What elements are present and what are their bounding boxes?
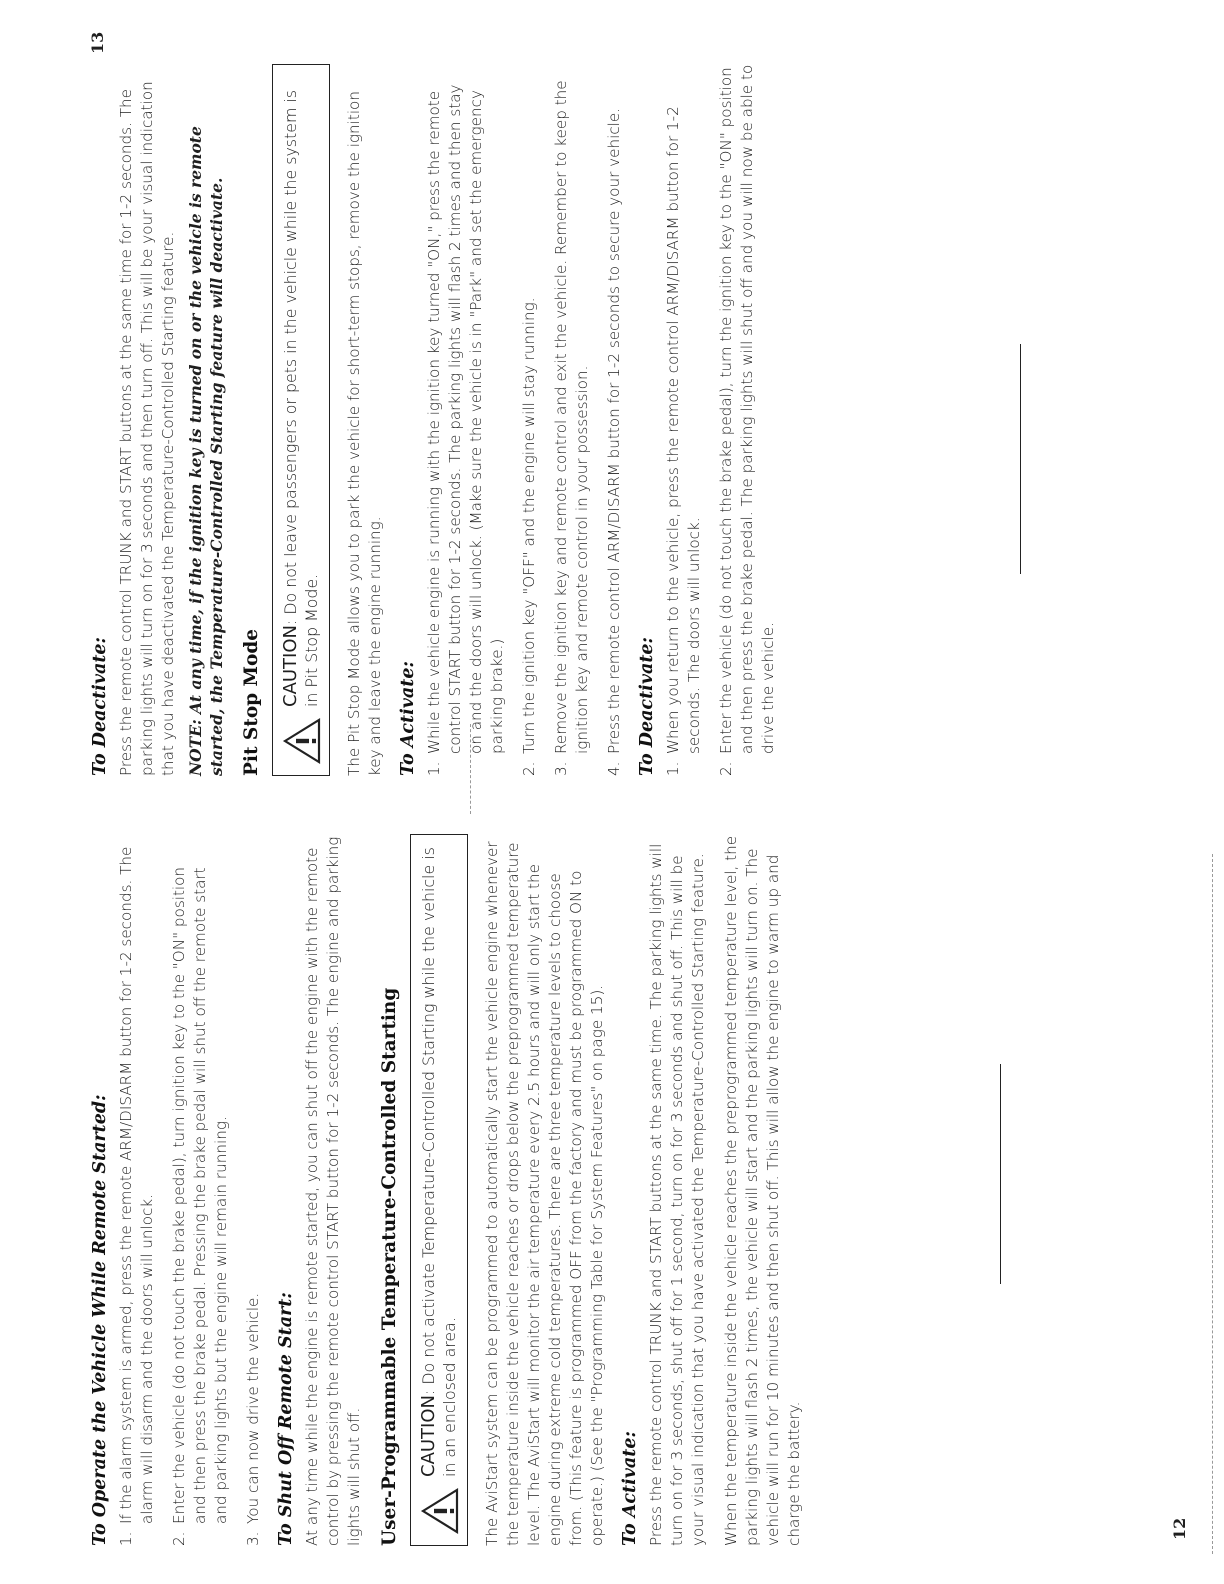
list-item [243, 834, 264, 1546]
deactivate-heading: To Deactivate: [90, 636, 110, 776]
shutoff-text: At any time while the engine is remote started, you can shut off the engine with the remote control by pressing the remote control START button for 1-2 seconds. The engine and parking lights will shut off. [303, 836, 363, 1546]
deactivate-text: Press the remote control TRUNK and START buttons at the same time for 1-2 seconds. The parking lights will turn on for 3 seconds and then turn off. This will be your visual indication that you have deactivated the Temperature-Controlled Starting feature. [117, 81, 177, 776]
warning-triangle-icon [420, 1487, 460, 1535]
caution-body: : Do not activate Temperature-Controlled Starting while the vehicle is in an enclosed area. [419, 847, 459, 1477]
note-text: NOTE: At any time, if the ignition key is turned on or the vehicle is remote started, the Temperature-Controlled Starting feature will deactivate. [186, 126, 226, 776]
caution-box [410, 834, 468, 1546]
step-number: 1. [425, 761, 443, 776]
list-item [604, 64, 625, 776]
activate-paragraph-2: When the temperature inside the vehicle reaches the preprogrammed temperature level, the parking lights will flash 2 times, the vehicle will start and the parking lights will turn on. The vehicle will run for 10 minutes and then shut off. This will allow the engine to warm up and charge the battery. [722, 835, 803, 1546]
step-number: 2. [170, 1531, 188, 1546]
scan-artifact [1212, 854, 1214, 1554]
page-12 [78, 834, 817, 1546]
section-heading: User-Programmable Temperature-Controlled Starting [379, 987, 400, 1546]
pit-stop-intro: The Pit Stop Mode allows you to park the vehicle for short-term stops, remove the ignition key and leave the engine running. [345, 91, 384, 776]
page-13 [78, 64, 790, 776]
step-number: 4. [605, 761, 623, 776]
activate-steps [424, 64, 625, 776]
pit-stop-heading: Pit Stop Mode [241, 628, 262, 776]
divider-rule [1000, 1064, 1001, 1284]
activate-heading: To Activate: [620, 1431, 640, 1546]
operate-steps [116, 834, 264, 1546]
list-item [551, 64, 593, 776]
step-number: 3. [244, 1531, 262, 1546]
step-number: 1. [664, 761, 682, 776]
list-item [716, 64, 779, 776]
activate-heading: To Activate: [398, 661, 418, 776]
step-text: You can now drive the vehicle. [244, 1292, 262, 1524]
list-item [519, 64, 540, 776]
step-number: 1. [117, 1531, 135, 1546]
step-number: 2. [717, 761, 735, 776]
caution-box [272, 64, 330, 776]
deactivate-steps [663, 64, 779, 776]
step-number: 3. [552, 761, 570, 776]
operate-heading: To Operate the Vehicle While Remote Started: [90, 1094, 110, 1546]
deactivate-heading-2: To Deactivate: [637, 636, 657, 776]
caution-body: : Do not leave passengers or pets in the vehicle while the system is in Pit Stop Mode. [281, 90, 321, 707]
activate-paragraph-1: Press the remote control TRUNK and START buttons at the same time. The parking lights will turn on for 3 seconds, shut off for 1 second, turn on for 3 seconds and shut off. This will be your visual indication that you have activated the Temperature-Controlled Starting feature. [647, 843, 707, 1546]
step-text: Enter the vehicle (do not touch the brake pedal), turn ignition key to the "ON" position and then press the brake pedal. Pressing the brake pedal will shut off the remote start and parking lights but the engine will remain running. [170, 866, 230, 1524]
step-text: When you return to the vehicle, press the remote control ARM/DISARM button for 1-2 seconds. The doors will unlock. [664, 106, 703, 754]
page-number: 12 [1170, 1517, 1189, 1540]
list-item [116, 834, 158, 1546]
step-text: Enter the vehicle (do not touch the brake pedal), turn the ignition key to the "ON" position and then press the brake pedal. The parking lights will shut off and you will now be able to drive the vehicle. [717, 64, 777, 754]
caution-label: CAUTION [280, 625, 301, 707]
divider-rule [1020, 344, 1021, 574]
caution-label: CAUTION [418, 1395, 439, 1477]
page-number: 13 [88, 31, 107, 54]
caution-message [418, 845, 460, 1477]
step-number: 2. [520, 761, 538, 776]
list-item [169, 834, 232, 1546]
step-text: Remove the ignition key and remote control and exit the vehicle. Remember to keep the ignition key and remote control in your possession. [552, 80, 591, 754]
shutoff-heading: To Shut Off Remote Start: [276, 1292, 296, 1546]
list-item [663, 64, 705, 776]
step-text: If the alarm system is armed, press the remote ARM/DISARM button for 1-2 seconds. The alarm will disarm and the doors will unlock. [117, 846, 156, 1524]
scan-artifact [470, 724, 472, 814]
step-text: While the vehicle engine is running with the ignition key turned "ON," press the remote control START button for 1-2 seconds. The parking lights will flash 2 times and then stay on and the doors will unlock. (Make sure the vehicle is in "Park" and set the emergency parking brake.) [425, 84, 506, 754]
warning-triangle-icon [282, 717, 322, 765]
intro-text: The AviStart system can be programmed to automatically start the vehicle engine whenever the temperature inside the vehicle reaches or drops below the preprogrammed temperature level. The AviStart will monitor the air temperature every 2.5 hours and will only start the engine during extreme cold temperatures. There are three temperature levels to choose from. (This feature is programmed OFF from the factory and must be programmed ON to operate.) (See the "Programming Table for System Features" on page 15). [483, 841, 606, 1546]
caution-message [280, 75, 322, 707]
list-item [424, 64, 508, 776]
step-text: Press the remote control ARM/DISARM button for 1-2 seconds to secure your vehicle. [605, 107, 623, 754]
step-text: Turn the ignition key "OFF" and the engine will stay running. [520, 297, 538, 754]
